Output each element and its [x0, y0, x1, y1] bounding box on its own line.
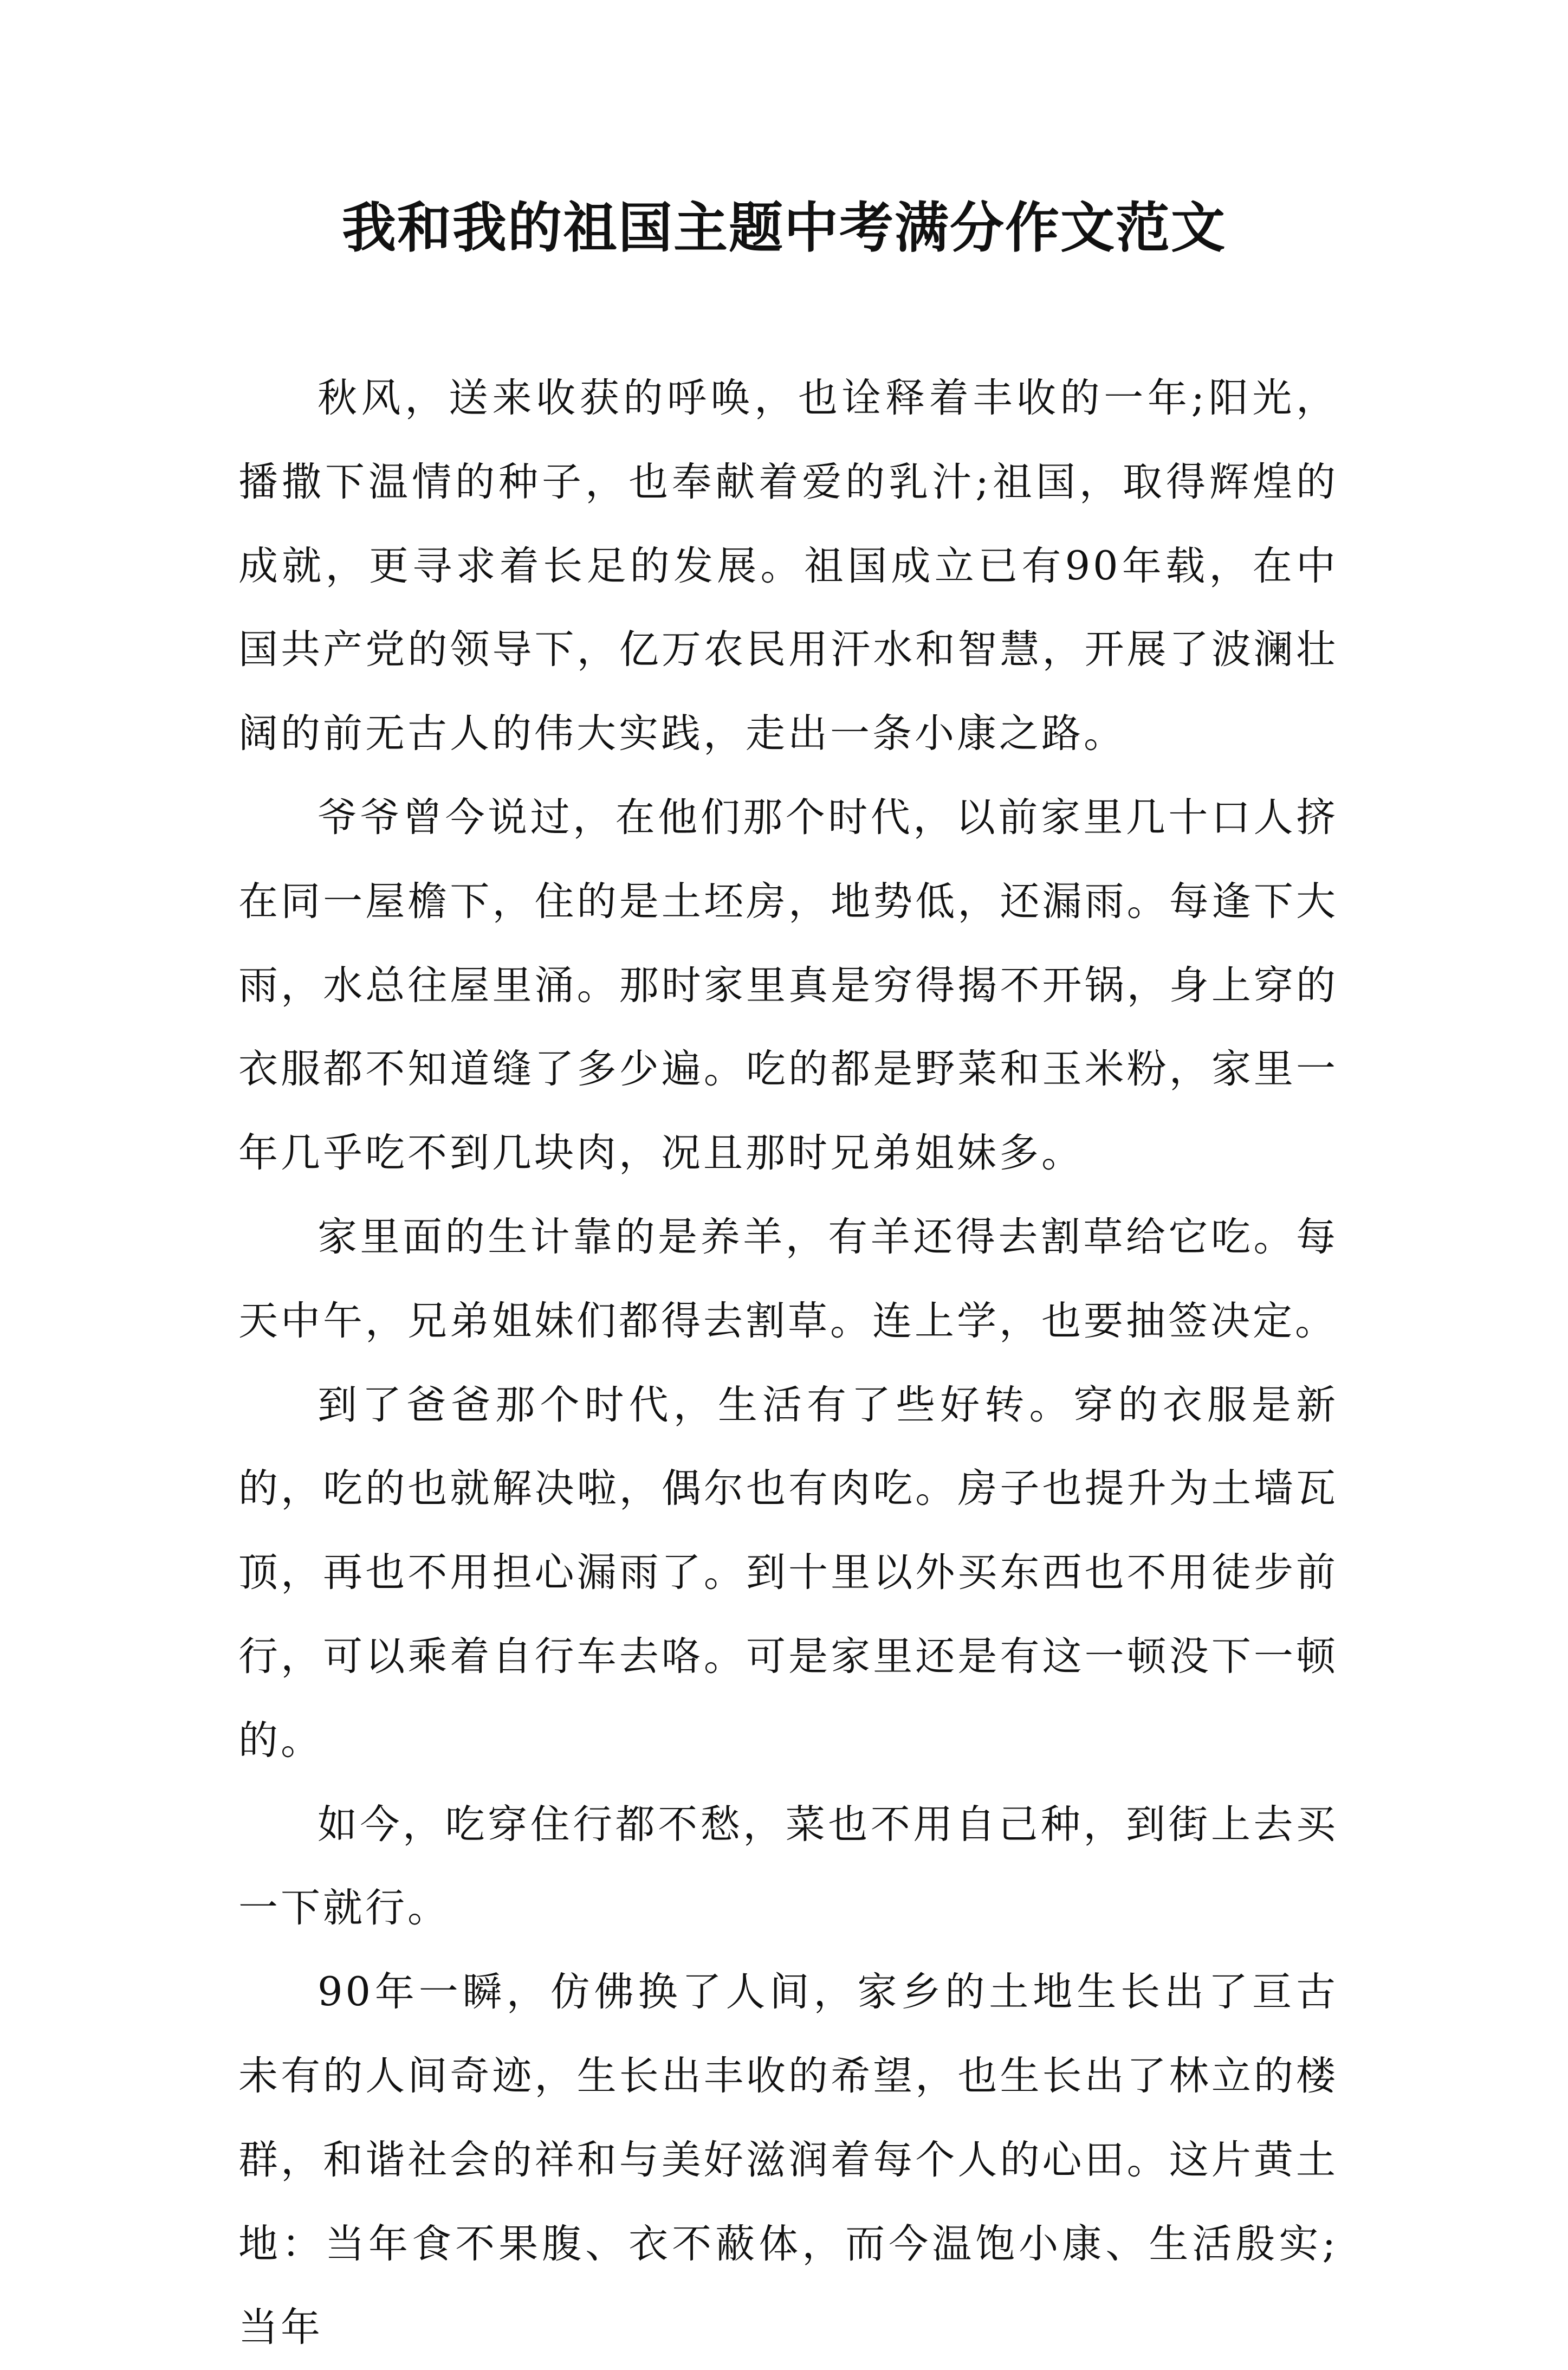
paragraph-4: 到了爸爸那个时代，生活有了些好转。穿的衣服是新的，吃的也就解决啦，偶尔也有肉吃。房子也提升为土墙瓦顶，再也不用担心漏雨了。到十里以外买东西也不用徒步前行，可以乘着自行车去咯。可是家里还是有这一顿没下一顿的。 — [238, 1381, 1338, 1764]
paragraph-3: 家里面的生计靠的是养羊，有羊还得去割草给它吃。每天中午，兄弟姐妹们都得去割草。连上学，也要抽签决定。 — [238, 1213, 1338, 1344]
paragraph-2: 爷爷曾今说过，在他们那个时代，以前家里几十口人挤在同一屋檐下，住的是土坯房，地势低，还漏雨。每逢下大雨，水总往屋里涌。那时家里真是穷得揭不开锅，身上穿的衣服都不知道缝了多少遍。吃的都是野菜和玉米粉，家里一年几乎吃不到几块肉，况且那时兄弟姐妹多。 — [238, 794, 1338, 1177]
document-title: 我和我的祖国主题中考满分作文范文 — [342, 196, 1226, 260]
paragraph-5: 如今，吃穿住行都不愁，菜也不用自己种，到街上去买一下就行。 — [238, 1801, 1338, 1932]
paragraph-6: 90年一瞬，仿佛换了人间，家乡的土地生长出了亘古未有的人间奇迹，生长出丰收的希望，也生长出了林立的楼群，和谐社会的祥和与美好滋润着每个人的心田。这片黄土地：当年食不果腹、衣不蔽体，而今温饱小康、生活殷实;当年 — [238, 1969, 1338, 2351]
document-body — [238, 357, 1338, 2370]
paragraph-1: 秋风，送来收获的呼唤，也诠释着丰收的一年;阳光，播撒下温情的种子，也奉献着爱的乳汁;祖国，取得辉煌的成就，更寻求着长足的发展。祖国成立已有90年载，在中国共产党的领导下，亿万农民用汗水和智慧，开展了波澜壮阔的前无古人的伟大实践，走出一条小康之路。 — [238, 375, 1338, 757]
